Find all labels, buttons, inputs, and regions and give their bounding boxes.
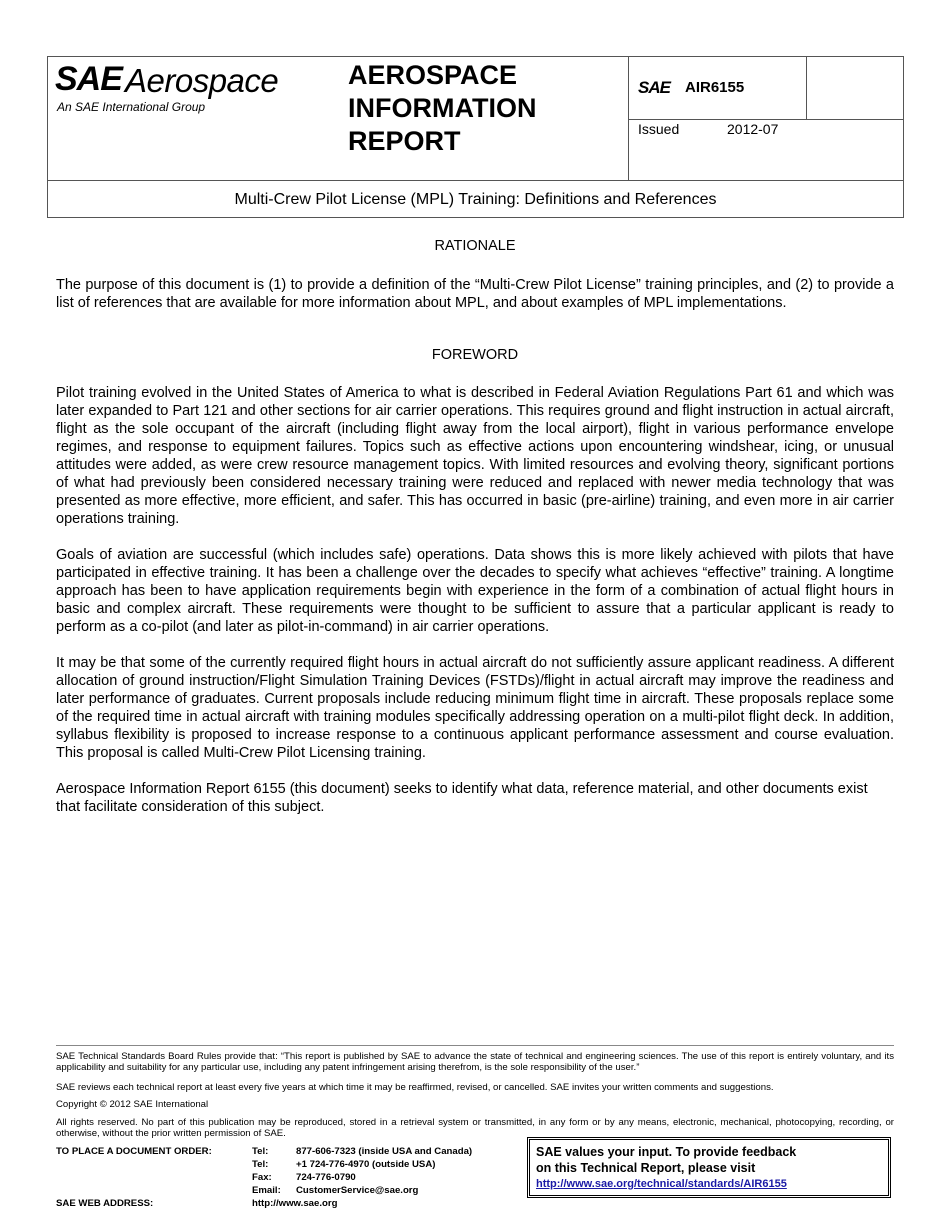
footer-rules-text: SAE Technical Standards Board Rules provide that: “This report is published by SAE to advance the state of technical and engineering sciences. The use of this report is entirely voluntary, and its applicability and suitability for any particular use, including any patent infringement arising therefrom, is the sole responsibility of the user.” xyxy=(56,1051,894,1073)
foreword-heading: FOREWORD xyxy=(431,347,519,363)
sae-aerospace-logo xyxy=(55,60,345,120)
report-type-title xyxy=(348,59,536,158)
report-type-line: INFORMATION xyxy=(348,93,537,123)
footer-rights-text: All rights reserved. No part of this publication may be reproduced, stored in a retrieval system or transmitted, in any form or by any means, electronic, mechanical, photocopying, recording, or otherwise, without the prior written permission of SAE. xyxy=(56,1117,894,1139)
order-label: TO PLACE A DOCUMENT ORDER: xyxy=(56,1146,212,1157)
contact-email[interactable]: CustomerService@sae.org xyxy=(296,1185,419,1196)
rationale-paragraph: The purpose of this document is (1) to provide a definition of the “Multi-Crew Pilot License” training principles, and (2) to provide a list of references that are available for more information about MPL, and about examples of MPL implementations. xyxy=(56,277,894,311)
foreword-paragraph-3: It may be that some of the currently required flight hours in actual aircraft do not sufficiently assure applicant readiness. A different allocation of ground instruction/Flight Simulation Training Devices (FSTDs)/flight in actual aircraft may improve the readiness and later performance of graduates. Current proposals include reducing minimum flight time in aircraft. These proposals replace some of the required time in actual aircraft with training modules specifically addressing operation on a multi-pilot flight deck. In addition, syllabus flexibility is proposed to increase response to a continuous applicant performance assessment and course evaluation. This proposal is called Multi-Crew Pilot Licensing training. xyxy=(56,655,894,761)
foreword-paragraph-2: Goals of aviation are successful (which includes safe) operations. Data shows this is more likely achieved with pilots that have participated in effective training. It has been a challenge over the decades to specify what achieves “effective” training. A longtime approach has been to have application requirements begin with experience in the form of a combination of actual flight hours in basic and complex aircraft. These requirements were thought to be sufficient to assure that a particular applicant is ready to perform as a co-pilot (and later as pilot-in-command) in air carrier operations. xyxy=(56,547,894,635)
footer-divider xyxy=(56,1045,894,1046)
contact-value: +1 724-776-4970 (outside USA) xyxy=(296,1159,436,1170)
report-type-line: REPORT xyxy=(348,126,461,156)
contact-label: Tel: xyxy=(252,1146,269,1157)
issued-cell xyxy=(628,119,904,180)
contact-value: 877-606-7323 (inside USA and Canada) xyxy=(296,1146,473,1157)
rationale-heading: RATIONALE xyxy=(434,238,516,254)
document-title: Multi-Crew Pilot License (MPL) Training: Definitions and References xyxy=(234,190,717,208)
contact-value: 724-776-0790 xyxy=(296,1172,356,1183)
blank-cell xyxy=(806,57,904,120)
web-address-label: SAE WEB ADDRESS: xyxy=(56,1198,154,1209)
logo-group-text: An SAE International Group xyxy=(57,100,206,114)
feedback-link[interactable]: http://www.sae.org/technical/standards/AIR6155 xyxy=(536,1178,787,1190)
issued-date: 2012-07 xyxy=(727,121,779,137)
web-address-link[interactable]: http://www.sae.org xyxy=(252,1198,338,1209)
document-number: AIR6155 xyxy=(685,79,745,96)
foreword-paragraph-1: Pilot training evolved in the United States of America to what is described in Federal Aviation Regulations Part 61 and which was later expanded to Part 121 and other sections for air carrier operations. This requires ground and flight instruction in actual aircraft, flight as the sole occupant of the aircraft (including flight away from the local airport), flight in various performance envelope regimes, and response to equipment failures. Topics such as effective actions upon encountering windshear, icing, or unusual attitudes were added, as were crew resource management topics. With limited resources and evolving theory, significant portions of what had previously been considered necessary training were reduced and replaced with newer media technology that was presented as more effective, more efficient, and safer. This has occurred in basic (pre-airline) training, and even more in air carrier operations training. xyxy=(56,385,894,527)
feedback-box xyxy=(527,1137,891,1198)
sae-mini-logo: SAE xyxy=(638,78,670,97)
document-number-cell xyxy=(628,57,807,120)
issued-label: Issued xyxy=(638,121,680,137)
report-type-line: AEROSPACE xyxy=(348,60,518,90)
footer-review-text: SAE reviews each technical report at least every five years at which time it may be reaffirmed, revised, or cancelled. SAE invites your written comments and suggestions. xyxy=(56,1082,774,1093)
header-top-row xyxy=(48,57,903,181)
logo-aerospace-text: Aerospace xyxy=(125,62,279,99)
document-header xyxy=(47,56,904,218)
contact-label: Tel: xyxy=(252,1159,269,1170)
foreword-paragraph-4: Aerospace Information Report 6155 (this document) seeks to identify what data, reference material, and other documents exist that facilitate consideration of this subject. xyxy=(56,781,868,815)
contact-label: Fax: xyxy=(252,1172,272,1183)
feedback-line-2: on this Technical Report, please visit xyxy=(536,1161,756,1175)
feedback-line-1: SAE values your input. To provide feedback xyxy=(536,1145,797,1159)
logo-sae-text: SAE xyxy=(55,60,122,98)
footer-copyright: Copyright © 2012 SAE International xyxy=(56,1099,209,1110)
contact-label: Email: xyxy=(252,1185,281,1196)
